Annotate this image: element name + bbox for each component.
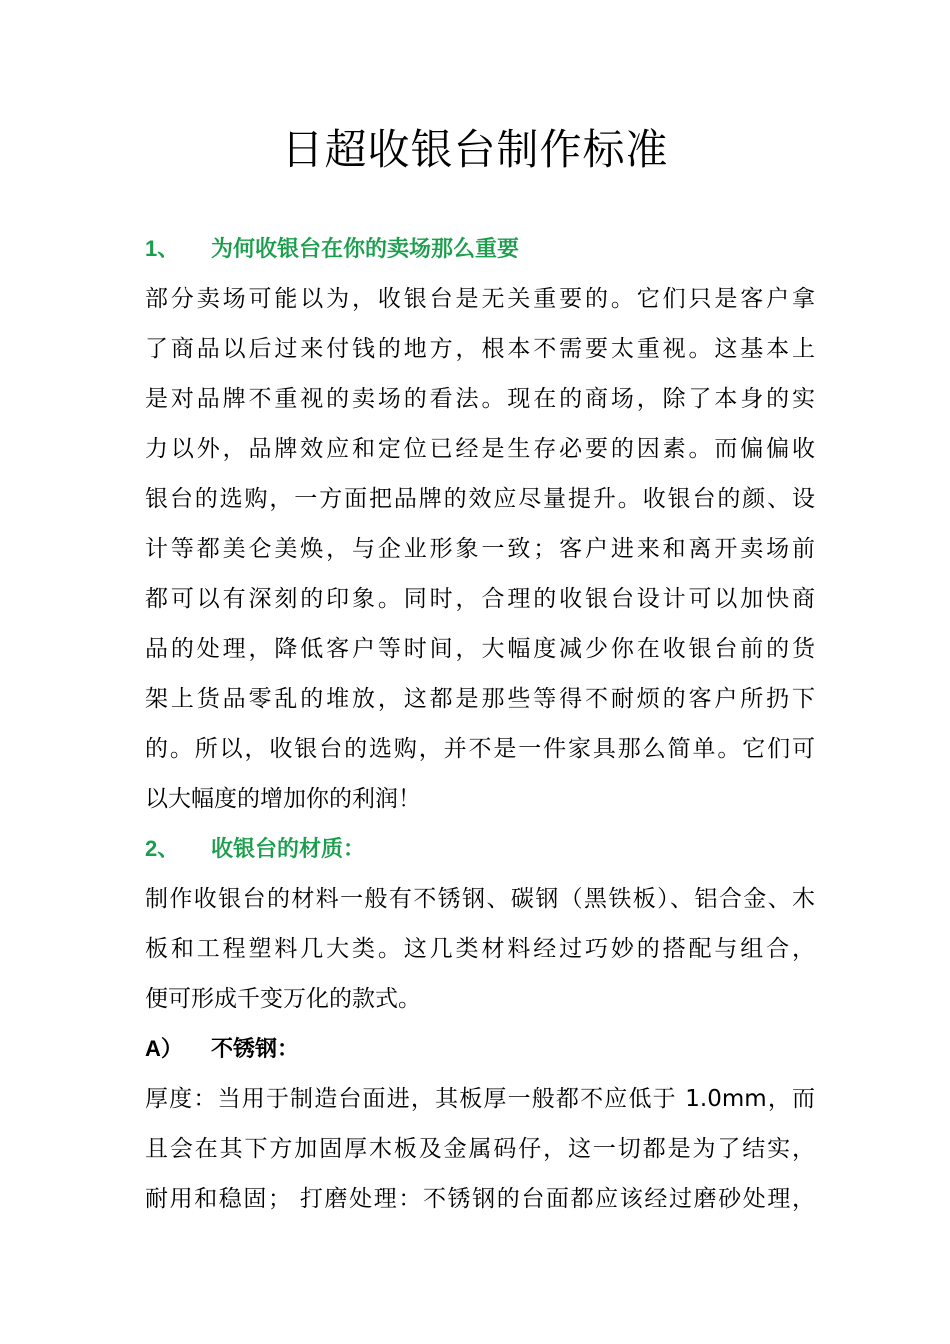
text-line: 架上货品零乱的堆放，这都是那些等得不耐烦的客户所扔下 bbox=[145, 686, 815, 712]
section-number: 1、 bbox=[145, 236, 180, 261]
text-line: 力以外，品牌效应和定位已经是生存必要的因素。而偏偏收 bbox=[145, 436, 815, 462]
section-heading-2 bbox=[145, 824, 815, 874]
text-line: 以大幅度的增加你的利润！ bbox=[145, 786, 421, 812]
document-title: 日超收银台制作标准 bbox=[281, 125, 669, 174]
text-line: 的。所以，收银台的选购，并不是一件家具那么简单。它们可 bbox=[145, 736, 815, 762]
text-line: 耐用和稳固； 打磨处理：不锈钢的台面都应该经过磨砂处理， bbox=[145, 1186, 815, 1212]
text-line: 制作收银台的材料一般有不锈钢、碳钢（黑铁板）、铝合金、木 bbox=[145, 886, 815, 912]
text-line: 厚度：当用于制造台面进，其板厚一般都不应低于 1.0mm，而 bbox=[145, 1086, 815, 1112]
text-line: 部分卖场可能以为，收银台是无关重要的。它们只是客户拿 bbox=[145, 286, 815, 312]
section-number: 2、 bbox=[145, 836, 180, 861]
text-line: 计等都美仑美焕，与企业形象一致；客户进来和离开卖场前 bbox=[145, 536, 815, 562]
section-heading-1 bbox=[145, 224, 815, 274]
document-body bbox=[145, 224, 815, 1224]
text-line: 都可以有深刻的印象。同时，合理的收银台设计可以加快商 bbox=[145, 586, 815, 612]
text-line: 是对品牌不重视的卖场的看法。现在的商场，除了本身的实 bbox=[145, 386, 815, 412]
section-number: A） bbox=[145, 1036, 183, 1061]
section-heading-text: 为何收银台在你的卖场那么重要 bbox=[211, 237, 520, 262]
paragraph-2 bbox=[145, 874, 815, 1024]
text-line: 且会在其下方加固厚木板及金属码仔，这一切都是为了结实， bbox=[145, 1136, 815, 1162]
section-heading-text: 收银台的材质： bbox=[211, 837, 366, 862]
subsection-heading-a bbox=[145, 1024, 815, 1074]
section-heading-text: 不锈钢： bbox=[211, 1037, 300, 1062]
text-line: 银台的选购，一方面把品牌的效应尽量提升。收银台的颜、设 bbox=[145, 486, 815, 512]
text-line: 了商品以后过来付钱的地方，根本不需要太重视。这基本上 bbox=[145, 336, 815, 362]
text-line: 便可形成千变万化的款式。 bbox=[145, 986, 421, 1012]
text-line: 板和工程塑料几大类。这几类材料经过巧妙的搭配与组合， bbox=[145, 936, 815, 962]
paragraph-3 bbox=[145, 1074, 815, 1224]
text-line: 品的处理，降低客户等时间，大幅度减少你在收银台前的货 bbox=[145, 636, 815, 662]
paragraph-1 bbox=[145, 274, 815, 824]
